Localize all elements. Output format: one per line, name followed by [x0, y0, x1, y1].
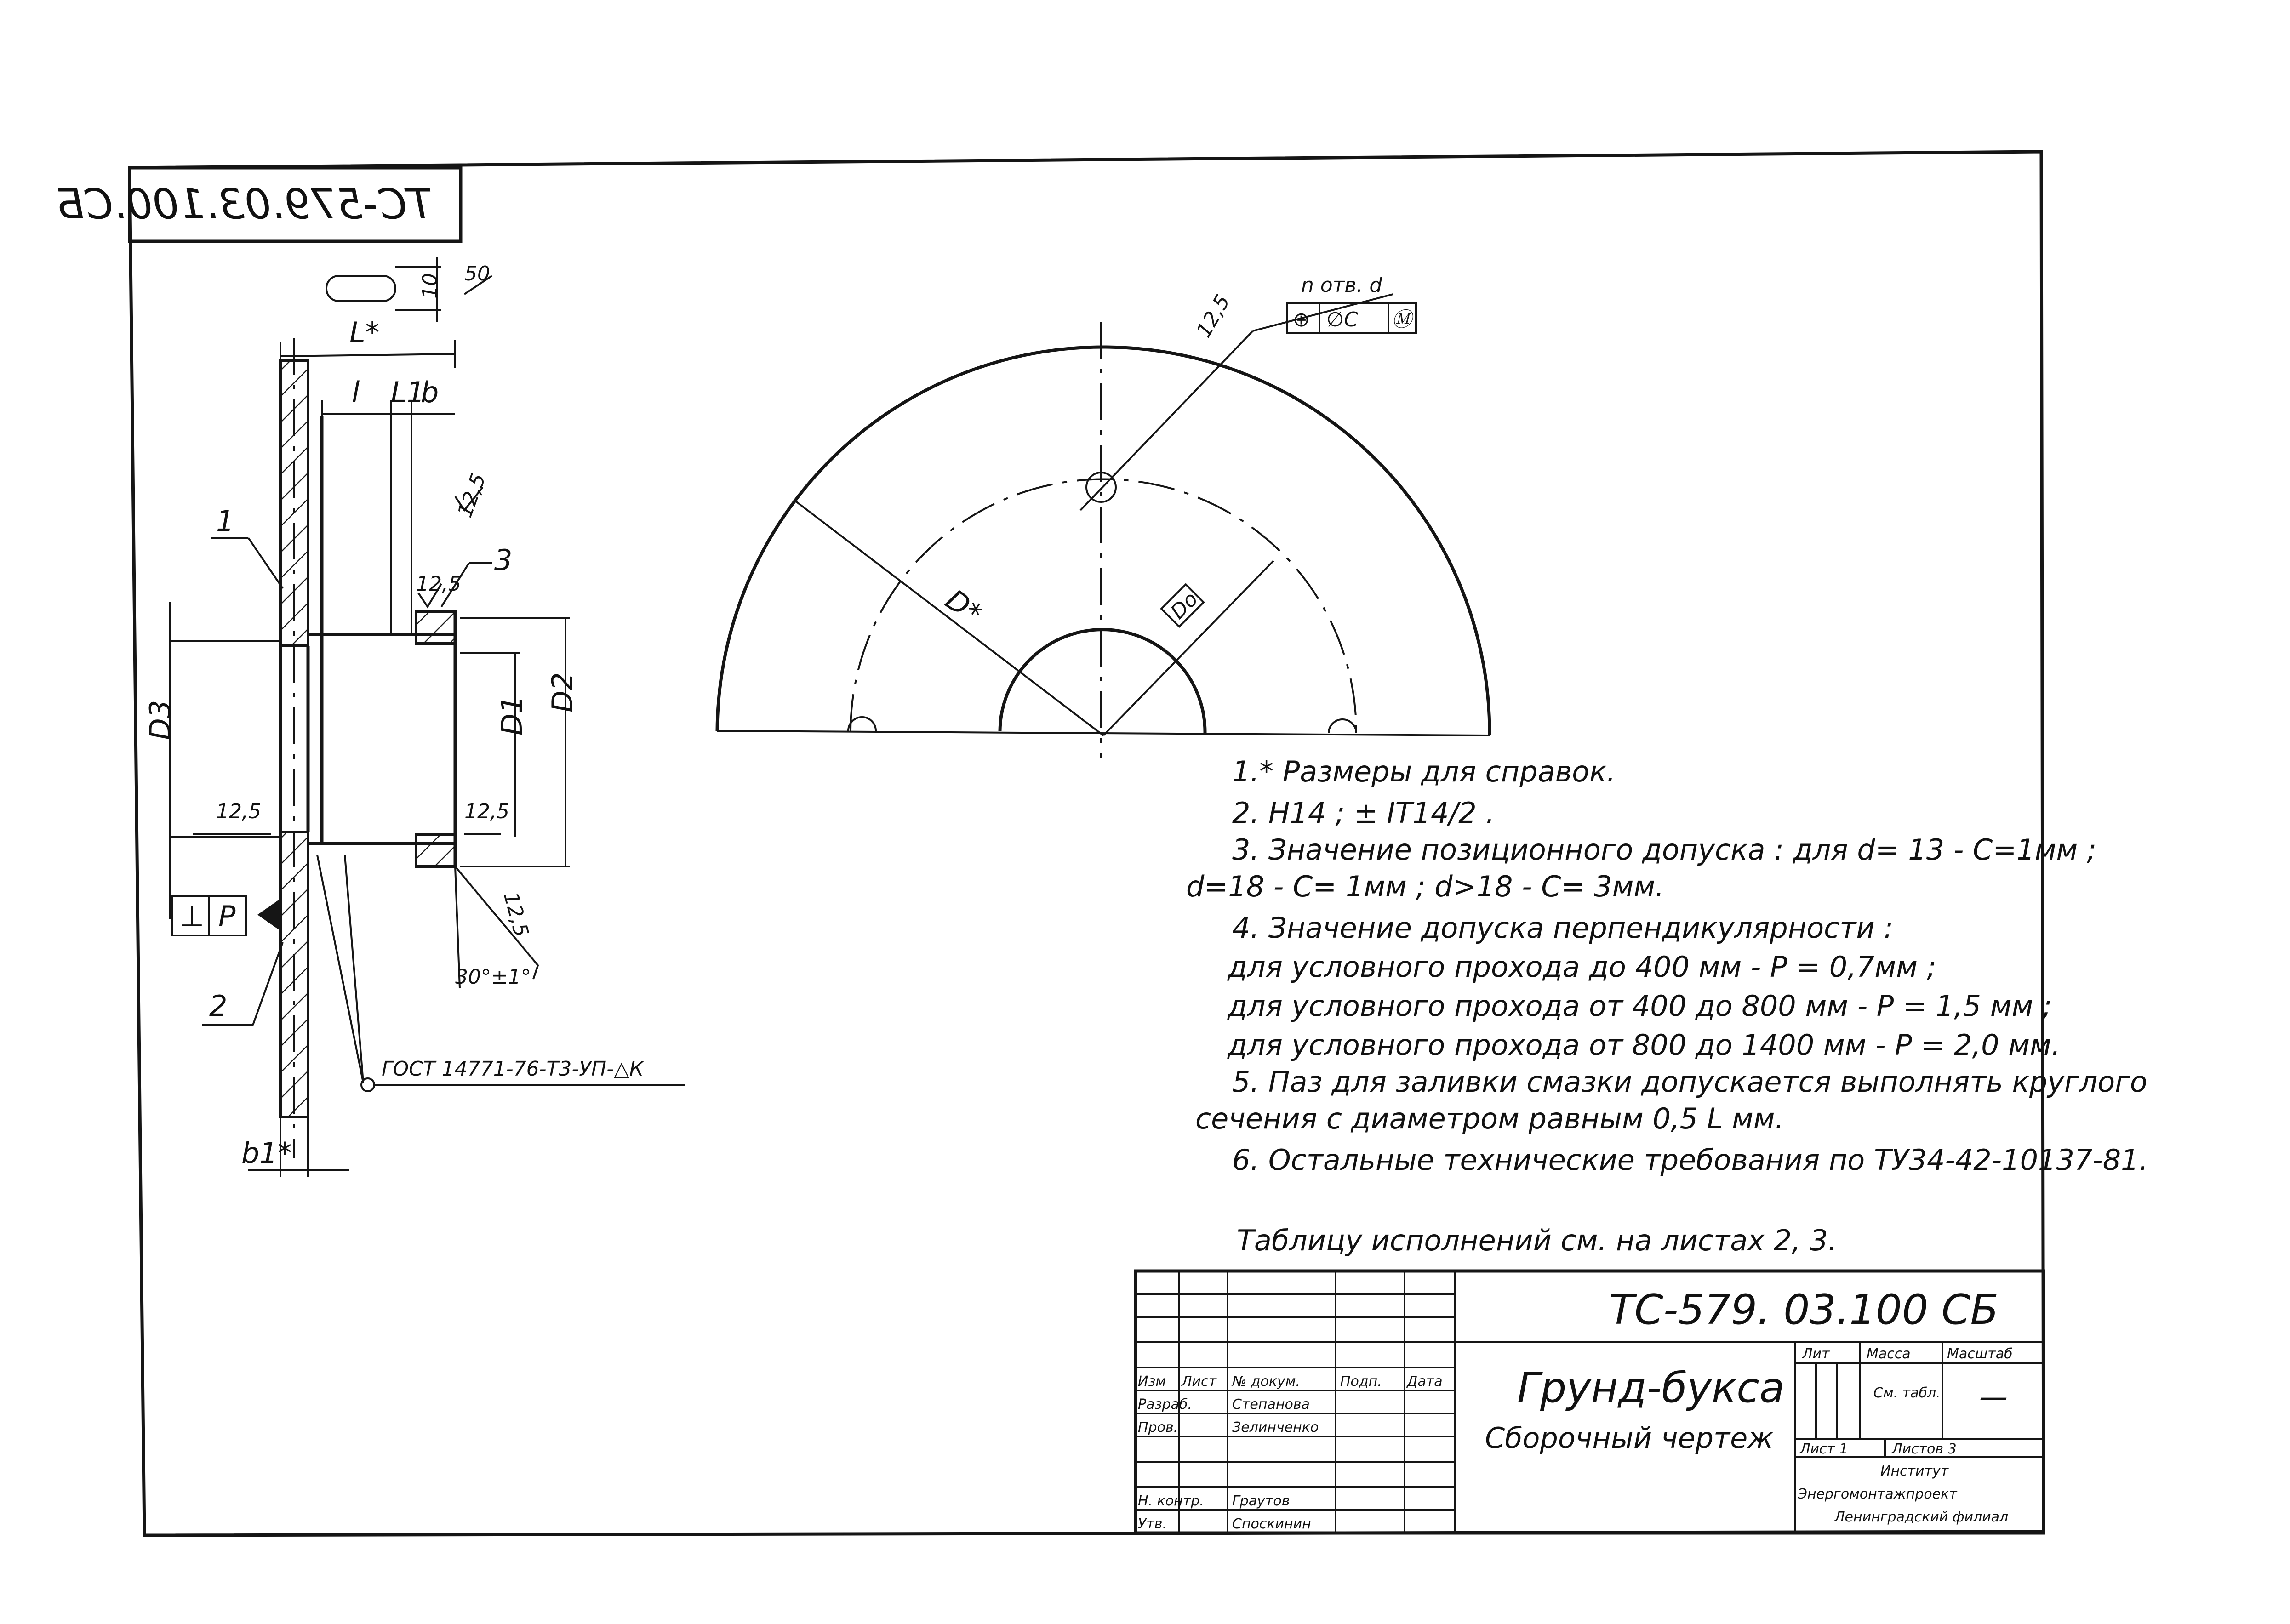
- org-line3: Ленинградский филиал: [1834, 1509, 2009, 1525]
- roughness-3: 12,5: [216, 800, 261, 823]
- callout-2: 2: [209, 989, 228, 1023]
- technical-notes: [1186, 755, 2148, 1257]
- row-razrab-role: Разраб.: [1138, 1396, 1192, 1413]
- mass-value: См. табл.: [1873, 1385, 1941, 1401]
- scale-label: Масштаб: [1947, 1346, 2013, 1362]
- row-utv-role: Утв.: [1138, 1516, 1167, 1532]
- note-3b: d=18 - С= 1мм ; d>18 - С= 3мм.: [1186, 870, 1664, 903]
- note-4: 4. Значение допуска перпендикулярности :: [1232, 911, 1894, 945]
- pos-tol-symbol: ⊕: [1293, 308, 1310, 331]
- title-block: [1136, 1271, 2044, 1533]
- dim-D2: D2: [546, 672, 579, 712]
- stamp-code: ТС-579.03.100.СБ: [56, 180, 432, 228]
- section-view: [143, 257, 685, 1177]
- table-reference: Таблицу исполнений см. на листах 2, 3.: [1237, 1224, 1837, 1257]
- sheets-label: Листов 3: [1892, 1441, 1957, 1457]
- row-prov-name: Зелинченко: [1232, 1419, 1319, 1436]
- slot-width-label: 10: [418, 273, 442, 299]
- org-line1: Институт: [1880, 1463, 1949, 1479]
- note-6: 6. Остальные технические требования по ТУ34-42-10137-81.: [1232, 1143, 2148, 1177]
- roughness-6: 12,5: [1192, 291, 1235, 342]
- plan-view: [717, 274, 1490, 758]
- dim-L1: L1: [391, 376, 425, 409]
- row-razrab-name: Степанова: [1232, 1396, 1310, 1413]
- dim-angle: 30°±1°: [455, 965, 531, 989]
- hdr-date: Дата: [1407, 1373, 1443, 1390]
- note-1: 1.* Размеры для справок.: [1232, 755, 1616, 788]
- row-nkontr-name: Граутов: [1232, 1493, 1290, 1509]
- row-nkontr-role: Н. контр.: [1138, 1493, 1204, 1509]
- lit-label: Лит: [1802, 1346, 1830, 1362]
- note-4a: для условного прохода до 400 мм - Р = 0,7мм ;: [1228, 950, 1936, 984]
- perp-symbol: ⊥: [179, 900, 205, 933]
- hdr-izm: Изм: [1138, 1373, 1166, 1390]
- row-prov-role: Пров.: [1138, 1419, 1178, 1436]
- doc-subtitle: Сборочный чертеж: [1485, 1421, 1774, 1455]
- callout-1: 1: [216, 504, 234, 538]
- dim-b: b: [421, 376, 439, 409]
- dim-b1-star: b1*: [241, 1136, 292, 1170]
- roughness-2: 12,5: [416, 572, 461, 596]
- note-2: 2. Н14 ; ± IT14/2 .: [1232, 796, 1495, 830]
- doc-code: ТС-579. 03.100 СБ: [1609, 1286, 1999, 1334]
- perp-value: Р: [218, 900, 236, 933]
- dim-D1: D1: [495, 695, 529, 735]
- dim-D3: D3: [143, 700, 177, 740]
- hdr-list: Лист: [1182, 1373, 1217, 1390]
- mirrored-stamp: [56, 168, 461, 241]
- weld-designation: ГОСТ 14771-76-Т3-УП-△К: [382, 1057, 644, 1081]
- roughness-5: 12,5: [498, 889, 533, 940]
- org-line2: Энергомонтажпроект: [1798, 1486, 1957, 1502]
- roughness-1: 12,5: [453, 470, 491, 521]
- note-5b: сечения с диаметром равным 0,5 L мм.: [1195, 1102, 1784, 1135]
- hdr-sign: Подп.: [1340, 1373, 1382, 1390]
- ring-lower: [416, 834, 455, 866]
- dim-D-star: D*: [939, 582, 988, 631]
- note-5: 5. Паз для заливки смазки допускается выполнять круглого: [1232, 1065, 2147, 1099]
- scale-value: —: [1979, 1380, 2008, 1413]
- sheet-label: Лист 1: [1800, 1441, 1848, 1457]
- pos-tol-value: ∅С: [1326, 308, 1359, 331]
- dim-l: l: [352, 376, 360, 409]
- roughness-4: 12,5: [464, 800, 509, 823]
- note-4b: для условного прохода от 400 до 800 мм - Р = 1,5 мм ;: [1228, 989, 2052, 1023]
- callout-3: 3: [494, 543, 513, 577]
- dim-L-star: L*: [349, 316, 380, 349]
- row-utv-name: Споскинин: [1232, 1516, 1311, 1532]
- mass-label: Масса: [1867, 1346, 1911, 1362]
- hdr-doc: № докум.: [1232, 1373, 1300, 1390]
- slot-roughness-label: 50: [464, 262, 490, 285]
- dim-Do: Do: [1166, 587, 1203, 624]
- note-4c: для условного прохода от 800 до 1400 мм - Р = 2,0 мм.: [1228, 1028, 2061, 1062]
- pos-tol-modifier: Ⓜ: [1392, 308, 1412, 331]
- ring-upper: [416, 611, 455, 644]
- doc-title: Грунд-букса: [1517, 1364, 1785, 1412]
- holes-label: n отв. d: [1301, 274, 1382, 297]
- note-3: 3. Значение позиционного допуска : для d= 13 - С=1мм ;: [1232, 833, 2096, 866]
